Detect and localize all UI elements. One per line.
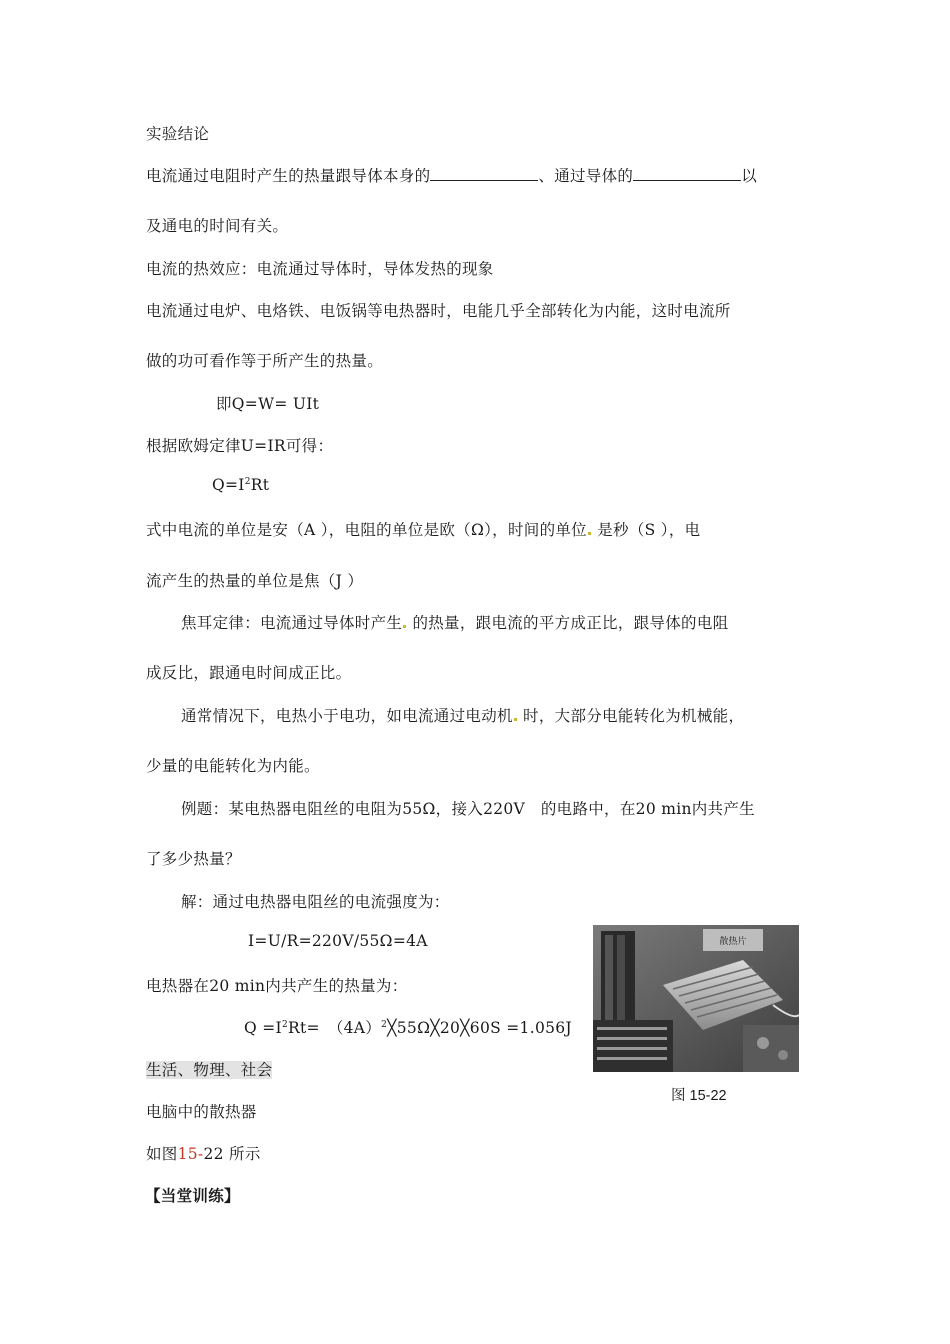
formula-heat: $Q =I^2Rt=$ $(4A)^2╳55\Omega╳20╳60S =1.056J$: [244, 1019, 572, 1037]
paragraph-line: 做的功可看作等于所产生的热量。: [146, 352, 384, 370]
paragraph-units: 式中电流的单位是安（A ），电阻的单位是欧（Ω），时间的单位 是秒（S ），电: [146, 521, 701, 539]
paragraph-line: 电脑中的散热器: [146, 1103, 257, 1121]
photo-label: 散热片: [719, 937, 747, 947]
paragraph-line: 根据欧姆定律U=IR可得：: [146, 437, 334, 455]
solution-intro: 解：通过电热器电阻丝的电流强度为：: [181, 893, 450, 911]
paragraph-line: 及通电的时间有关。: [146, 217, 289, 235]
paragraph-motor: 通常情况下，电热小于电功，如电流通过电动机 时，大部分电能转化为机械能，: [181, 707, 745, 725]
paragraph-line: 了多少热量？: [146, 850, 241, 868]
heading-conclusion: 实验结论: [146, 125, 210, 143]
paragraph-joule-law: 焦耳定律：电流通过导体时产生 的热量，跟电流的平方成正比，跟导体的电阻: [181, 614, 729, 632]
heatsink-photo: [593, 925, 799, 1072]
section-heading-practice: 【当堂训练】: [145, 1187, 240, 1205]
paragraph-line: 流产生的热量的单位是焦（J ）: [146, 572, 364, 590]
example-question: 例题：某电热器电阻丝的电阻为55Ω，接入220V 的电路中，在20 min内共产生: [181, 800, 755, 818]
paragraph-conclusion: 电流通过电阻时产生的热量跟导体本身的 、通过导体的 以: [146, 167, 758, 185]
paragraph-line: 电流通过电炉、电烙铁、电饭锅等电热器时，电能几乎全部转化为内能，这时电流所: [146, 302, 731, 320]
figure-reference: 如图15-22 所示: [146, 1145, 261, 1163]
figure-caption: 图 15-22: [671, 1088, 727, 1104]
section-heading: 生活、物理、社会: [146, 1061, 273, 1079]
solution-step: 电热器在20 min内共产生的热量为：: [146, 977, 408, 995]
formula-qi2rt: $Q=I^2Rt$: [212, 476, 270, 494]
paragraph-line: 少量的电能转化为内能。: [146, 757, 320, 775]
fill-blank-1[interactable]: [430, 166, 538, 181]
definition-heat-effect: 电流的热效应：电流通过导体时，导体发热的现象: [146, 260, 494, 278]
formula-current: I=U/R=220V/55Ω=4A: [248, 932, 428, 950]
paragraph-line: 成反比，跟通电时间成正比。: [146, 664, 352, 682]
fill-blank-2[interactable]: [633, 166, 741, 181]
formula-qwuit: 即Q=W= UIt: [216, 395, 320, 413]
